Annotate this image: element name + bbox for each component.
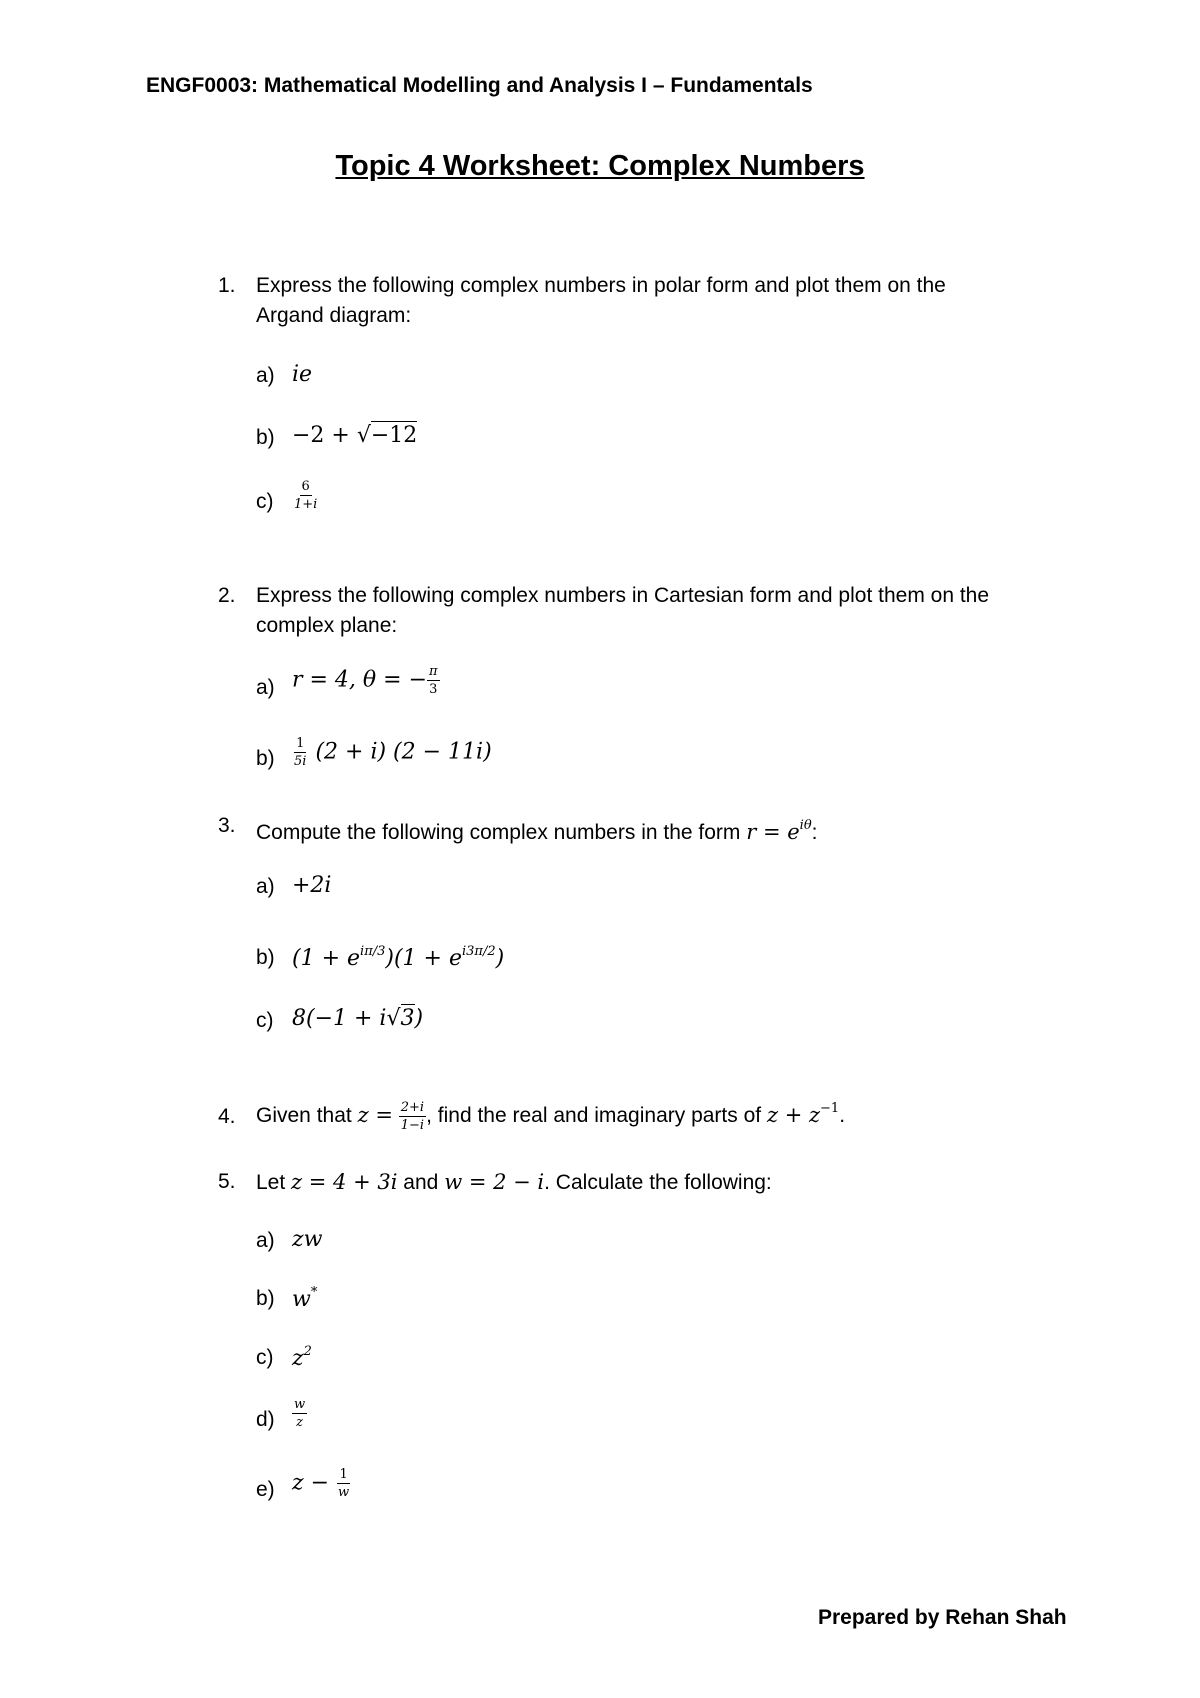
q2b-numerator: 1 [296,736,305,751]
q3b-part2: )(1 + e [385,946,462,971]
q1b-expr [292,423,417,448]
q5e-label: e) [256,1478,275,1501]
q4-expr: z + z [766,1103,821,1127]
q5e-denominator: w [338,1485,350,1500]
q5b-expr [292,1285,317,1312]
q5b-label: b) [256,1287,275,1310]
q1c-numerator: 6 [301,479,310,494]
q5c-exponent: 2 [303,1344,312,1359]
q3b-exponent1: iπ/3 [360,944,386,959]
q4-z: z = [357,1103,393,1127]
q1b-label: b) [256,426,275,449]
q3b-part1: (1 + e [292,946,361,971]
q5b-exponent: * [310,1285,318,1300]
q1-number: 1. [218,274,236,297]
q1c-label: c) [256,490,274,513]
q5-text [256,1167,772,1198]
q2a-expr-text: r = 4, θ = − [292,667,428,693]
q2b-expr-text: (2 + i) (2 − 11i) [315,739,492,765]
q3b-exponent2: i3π/2 [462,944,496,959]
q1c-denominator: 1+i [294,497,318,512]
title-text: Topic 4 Worksheet: Complex Numbers [335,150,865,182]
q4-text [256,1094,845,1133]
q3b-expr [292,944,504,971]
q5-w-def: w = 2 − i [444,1170,545,1194]
author-footer: Prepared by Rehan Shah [818,1606,1067,1629]
q1c-fraction [292,479,319,512]
q1-text-line2: Argand diagram: [256,304,412,327]
q3-text [256,811,818,848]
q1b-expr-pre: −2 + √ [292,423,371,448]
q5d-numerator: w [294,1397,306,1412]
q3-form-exponent: iθ [799,818,812,833]
q5d-fraction [292,1397,307,1430]
q2-text-line2: complex plane: [256,614,398,637]
q3c-post: ) [414,1006,424,1031]
q3b-label: b) [256,946,275,969]
q2b-denominator: 5i [294,754,307,769]
q5d-denominator: z [296,1415,303,1430]
worksheet-title [0,150,1200,183]
q5a-label: a) [256,1229,275,1252]
q3c-pre: 8(−1 + i√ [292,1006,401,1031]
q3a-expr: +2i [292,873,332,898]
q4-number: 4. [218,1105,236,1128]
q2a-denominator: 3 [429,682,438,697]
q3-text-main: Compute the following complex numbers in the form [256,821,741,844]
q3b-part3: ) [495,946,505,971]
q4-end: . [839,1104,846,1127]
q4-denominator: 1−i [400,1117,425,1133]
q5e-expr [292,1467,351,1500]
q5c-base: z [292,1346,304,1371]
q5d-label: d) [256,1408,275,1431]
q2b-expr [292,736,492,769]
q2a-expr [292,664,440,697]
q5-z-def: z = 4 + 3i [291,1170,398,1194]
q3-colon: : [811,821,818,844]
q1-text-line1: Express the following complex numbers in polar form and plot them on the [256,274,946,297]
q1a-label: a) [256,364,275,387]
q5e-numerator: 1 [339,1467,348,1482]
q2b-label: b) [256,747,275,770]
q5a-expr: zw [292,1227,323,1252]
q5e-expr-text: z − [292,1470,330,1496]
q5-t2: and [403,1171,439,1194]
q3a-label: a) [256,875,275,898]
q5-t3: . Calculate the following: [544,1171,772,1194]
q5-number: 5. [218,1170,236,1193]
q2a-label: a) [256,676,275,699]
q2a-numerator: π [429,664,438,679]
q4-exponent: −1 [820,1101,840,1116]
q3-number: 3. [218,814,236,837]
q1a-expr: ie [292,362,313,387]
q5c-label: c) [256,1346,274,1369]
q5b-base: w [292,1287,311,1312]
q3-form: r = e [746,820,800,844]
q4-numerator: 2+i [400,1099,425,1115]
q2-number: 2. [218,584,236,607]
q3c-label: c) [256,1009,274,1032]
q3c-expr [292,1006,423,1031]
q4-post: , find the real and imaginary parts of [426,1104,762,1127]
course-header: ENGF0003: Mathematical Modelling and Analysis I – Fundamentals [146,74,813,97]
q5-t1: Let [256,1171,286,1194]
q4-pre: Given that [256,1104,352,1127]
q5c-expr [292,1344,312,1371]
q2-text-line1: Express the following complex numbers in Cartesian form and plot them on the [256,584,990,607]
q3c-radicand: 3 [400,1006,415,1031]
q1b-radicand: −12 [370,423,418,448]
